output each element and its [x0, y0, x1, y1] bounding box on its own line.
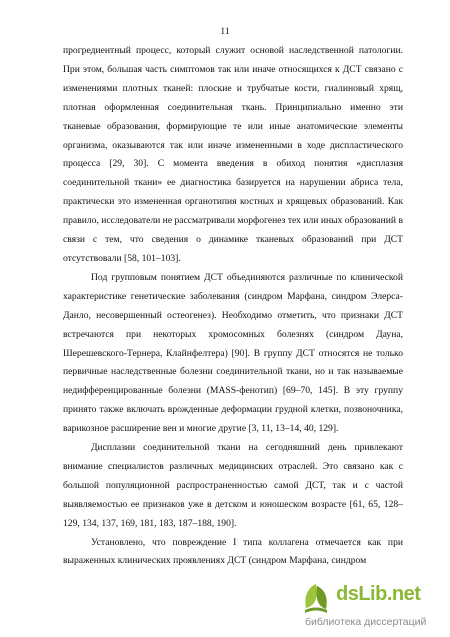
- leaf-book-icon: [300, 581, 332, 615]
- paragraph-1: прогредиентный процесс, который служит основой наследственной патологии. При этом, большая часть симптомов так или иначе относящихся к ДСТ связано с изменениями плотных тканей: плоские и трубчатые кости, гиалиновый хрящ, плотная оформленная соединительная ткань. Принципиально именно эти тканевые образования, формирующие те или иные анатомические элементы организма, оказываются так или иначе измененными в ходе диспластического процесса [29, 30]. С момента введения в обиход понятия «дисплазия соединительной ткани» ее диагностика базируется на нарушении абриса тела, практически это измененная органотипия костных и хрящевых образований. Как правило, исследователи не рассматривали морфогенез тех или иных образований в связи с тем, что сведения о динамике тканевых образований при ДСТ отсутствовали [58, 101–103].: [63, 45, 403, 264]
- dslib-watermark: [300, 581, 446, 631]
- watermark-caption: библиотека диссертаций: [305, 616, 427, 628]
- page-number: 11: [220, 27, 230, 37]
- paragraph-3: Дисплазии соединительной ткани на сегодняшний день привлекают внимание специалистов различных медицинских отраслей. Это связано как с большой популяционной распространенностью самой ДСТ, так и с частой выявляемостью ее признаков уже в детском и юношеском возрасте [61, 65, 128–129, 134, 137, 169, 181, 183, 187–188, 190].: [63, 442, 403, 529]
- paragraph-2: Под групповым понятием ДСТ объединяются различные по клинической характеристике генетические заболевания (синдром Марфана, синдром Элерса-Данло, несовершенный остеогенез). Необходимо отметить, что признаки ДСТ встречаются при некоторых хромосомных болезнях (синдром Дауна, Шерешевского-Тернера, Клайнфелтера) [90]. В группу ДСТ относятся не только первичные наследственные болезни соединительной ткани, но и так называемые недифференцированные болезни (MASS-фенотип) [69–70, 145]. В эту группу принято также включать врожденные деформации грудной клетки, позвоночника, варикозное расширение вен и многие другие [3, 11, 13–14, 40, 129].: [63, 271, 403, 435]
- document-body: [63, 42, 403, 571]
- paragraph-4: Установлено, что повреждение I типа коллагена отмечается как при выраженных клинических проявлениях ДСТ (синдром Марфана, синдром: [63, 536, 403, 567]
- watermark-brand: dsLib.net: [336, 583, 421, 605]
